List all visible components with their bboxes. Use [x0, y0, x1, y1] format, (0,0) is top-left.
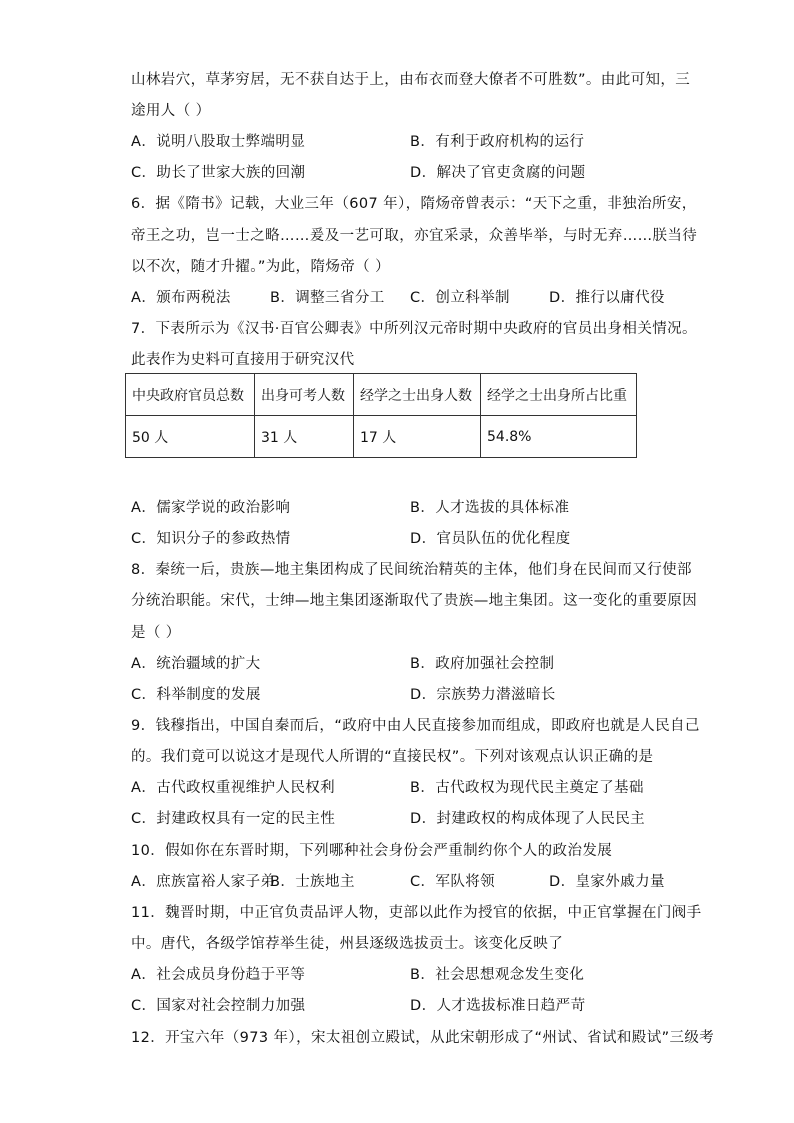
q6-option-b[interactable]: B．调整三省分工 — [270, 290, 385, 306]
q7-option-d[interactable]: D．官员队伍的优化程度 — [410, 531, 571, 547]
q5-option-d[interactable]: D．解决了官吏贪腐的问题 — [410, 165, 586, 181]
table-header-cell: 出身可考人数 — [255, 374, 354, 416]
table-header-cell: 经学之士出身所占比重 — [481, 374, 637, 416]
q8-text-line-3: 是（ ） — [131, 625, 181, 641]
q9-text-line-2: 的。我们竟可以说这才是现代人所谓的“直接民权”。下列对该观点认识正确的是 — [131, 749, 654, 765]
q10-option-a[interactable]: A．庶族富裕人家子弟 — [131, 874, 276, 890]
q8-option-a[interactable]: A．统治疆域的扩大 — [131, 656, 261, 672]
q8-text-line-2: 分统治职能。宋代，士绅—地主集团逐渐取代了贵族—地主集团。这一变化的重要原因 — [131, 593, 698, 609]
q11-text-line-1: 11．魏晋时期，中正官负责品评人物，吏部以此作为授官的依据，中正官掌握在门阀手 — [131, 905, 702, 921]
table-cell: 50 人 — [126, 416, 255, 458]
q7-text-line-1: 7．下表所示为《汉书·百官公卿表》中所列汉元帝时期中央政府的官员出身相关情况。 — [131, 321, 697, 337]
q8-option-d[interactable]: D．宗族势力潜滋暗长 — [410, 687, 556, 703]
q8-option-c[interactable]: C．科举制度的发展 — [131, 687, 261, 703]
q7-option-a[interactable]: A．儒家学说的政治影响 — [131, 500, 291, 516]
table-header-row — [126, 374, 637, 416]
q8-option-b[interactable]: B．政府加强社会控制 — [410, 656, 555, 672]
q5-option-a[interactable]: A．说明八股取士弊端明显 — [131, 134, 306, 150]
q6-text-line-3: 以不次，随才升擢。”为此，隋炀帝（ ） — [131, 259, 390, 275]
q5-text-line-1: 山林岩穴，草茅穷居，无不获自达于上，由布衣而登大僚者不可胜数”。由此可知，三 — [131, 72, 691, 88]
q12-text-line-1: 12．开宝六年（973 年），宋太祖创立殿试，从此宋朝形成了“州试、省试和殿试”三级考 — [131, 1030, 715, 1046]
table-cell: 54.8% — [481, 416, 637, 458]
table-header-cell: 经学之士出身人数 — [354, 374, 481, 416]
q10-option-d[interactable]: D．皇家外戚力量 — [549, 874, 665, 890]
q7-option-c[interactable]: C．知识分子的参政热情 — [131, 531, 291, 547]
q10-option-b[interactable]: B．士族地主 — [270, 874, 355, 890]
q11-option-b[interactable]: B．社会思想观念发生变化 — [410, 967, 585, 983]
q11-option-c[interactable]: C．国家对社会控制力加强 — [131, 998, 306, 1014]
q9-option-c[interactable]: C．封建政权具有一定的民主性 — [131, 811, 336, 827]
official-origin-table — [125, 373, 637, 458]
q6-text-line-1: 6．据《隋书》记载，大业三年（607 年），隋炀帝曾表示：“天下之重，非独治所安， — [131, 196, 697, 212]
q6-option-c[interactable]: C．创立科举制 — [410, 290, 510, 306]
q9-option-d[interactable]: D．封建政权的构成体现了人民民主 — [410, 811, 646, 827]
q7-text-line-2: 此表作为史料可直接用于研究汉代 — [131, 352, 355, 368]
q11-option-a[interactable]: A．社会成员身份趋于平等 — [131, 967, 306, 983]
table-row — [126, 416, 637, 458]
q8-text-line-1: 8．秦统一后，贵族—地主集团构成了民间统治精英的主体，他们身在民间而又行使部 — [131, 562, 692, 578]
q6-text-line-2: 帝王之功，岂一士之略……爰及一艺可取，亦宜采录，众善毕举，与时无弃……朕当待 — [131, 228, 698, 244]
q9-option-a[interactable]: A．古代政权重视维护人民权利 — [131, 780, 336, 796]
q9-text-line-1: 9．钱穆指出，中国自秦而后，“政府中由人民直接参加而组成，即政府也就是人民自己 — [131, 718, 700, 734]
q9-option-b[interactable]: B．古代政权为现代民主奠定了基础 — [410, 780, 644, 796]
q5-option-b[interactable]: B．有利于政府机构的运行 — [410, 134, 585, 150]
q5-text-line-2: 途用人（ ） — [131, 103, 211, 119]
q11-option-d[interactable]: D．人才选拔标准日趋严苛 — [410, 998, 586, 1014]
q6-option-a[interactable]: A．颁布两税法 — [131, 290, 231, 306]
q6-option-d[interactable]: D．推行以庸代役 — [549, 290, 665, 306]
q5-option-c[interactable]: C．助长了世家大族的回潮 — [131, 165, 306, 181]
q10-text-line-1: 10．假如你在东晋时期，下列哪种社会身份会严重制约你个人的政治发展 — [131, 843, 613, 859]
table-cell: 17 人 — [354, 416, 481, 458]
table-cell: 31 人 — [255, 416, 354, 458]
q7-option-b[interactable]: B．人才选拔的具体标准 — [410, 500, 570, 516]
table-header-cell: 中央政府官员总数 — [126, 374, 255, 416]
q11-text-line-2: 中。唐代，各级学馆荐举生徒，州县逐级选拔贡士。该变化反映了 — [131, 936, 564, 952]
q10-option-c[interactable]: C．军队将领 — [410, 874, 496, 890]
